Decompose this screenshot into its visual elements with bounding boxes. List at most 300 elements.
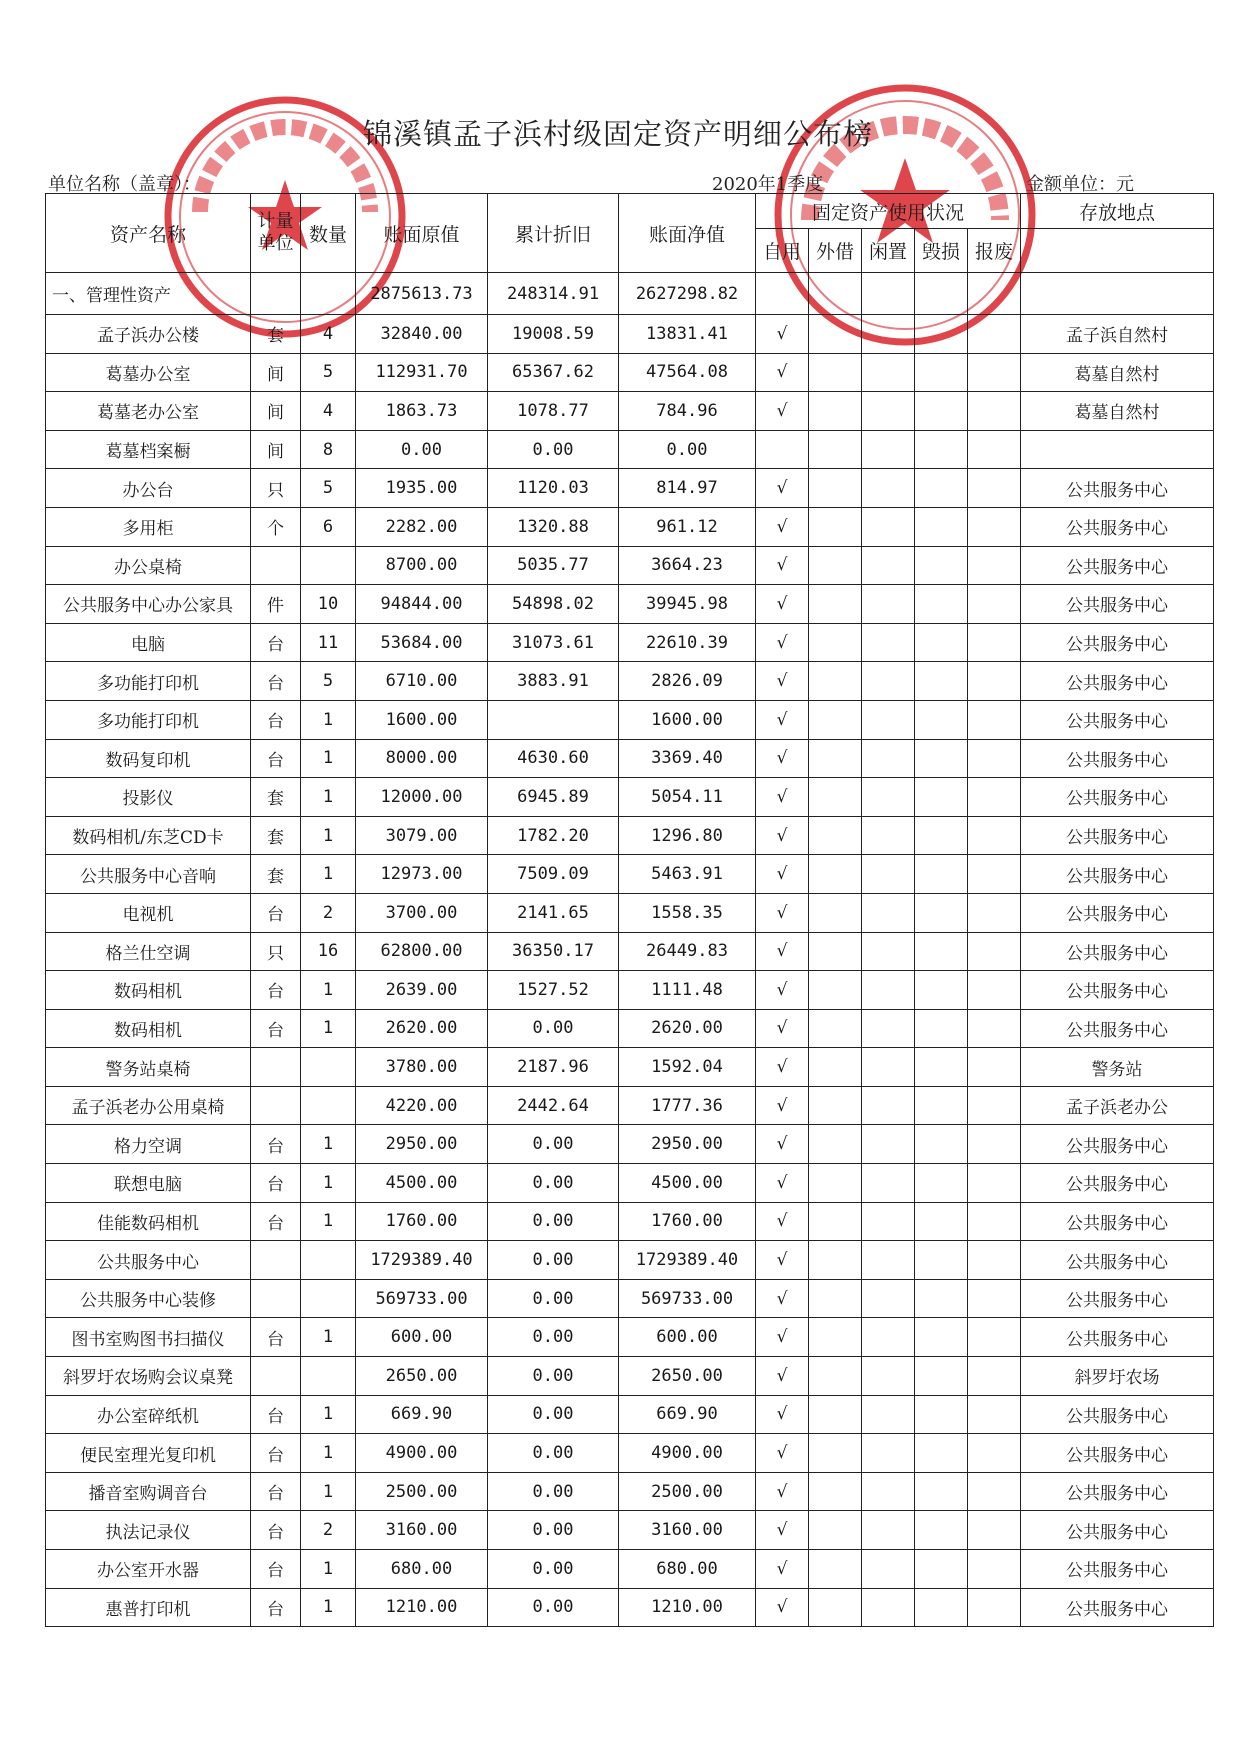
cell-location: 葛墓自然村 — [1021, 392, 1214, 431]
cell-damaged-mark — [915, 1202, 968, 1241]
col-net-value: 账面净值 — [619, 194, 756, 273]
cell-self-use-mark: √ — [756, 1164, 809, 1203]
cell-qty: 11 — [301, 623, 356, 662]
cell-lent-mark — [809, 778, 862, 817]
cell-location: 公共服务中心 — [1021, 507, 1214, 546]
cell-original-value: 4500.00 — [356, 1164, 488, 1203]
cell-damaged-mark — [915, 778, 968, 817]
cell-qty — [301, 1086, 356, 1125]
cell-location: 公共服务中心 — [1021, 546, 1214, 585]
table-row — [46, 1588, 1214, 1627]
cell-original-value: 2650.00 — [356, 1357, 488, 1396]
cell-idle-mark — [862, 315, 915, 354]
cell-original-value: 3780.00 — [356, 1048, 488, 1087]
cell-depreciation — [488, 700, 619, 739]
cell-scrapped-mark — [968, 1434, 1021, 1473]
cell-net-value: 47564.08 — [619, 353, 756, 392]
cell-damaged-mark — [915, 1434, 968, 1473]
cell-location: 公共服务中心 — [1021, 855, 1214, 894]
cell-self-use-mark: √ — [756, 816, 809, 855]
cell-asset-name: 数码相机/东芝CD卡 — [46, 816, 251, 855]
cell-damaged-mark — [915, 507, 968, 546]
cell-scrapped-mark — [968, 893, 1021, 932]
cell-depreciation: 2187.96 — [488, 1048, 619, 1087]
table-row — [46, 392, 1214, 431]
cell-scrapped-mark — [968, 1279, 1021, 1318]
cell-idle-mark — [862, 971, 915, 1010]
cell-qty: 1 — [301, 700, 356, 739]
cell-original-value: 2620.00 — [356, 1009, 488, 1048]
cell-lent-mark — [809, 1511, 862, 1550]
cell-qty: 1 — [301, 739, 356, 778]
cell-net-value: 569733.00 — [619, 1279, 756, 1318]
cell-qty: 1 — [301, 1472, 356, 1511]
cell-unit — [251, 1279, 301, 1318]
cell-asset-name: 多功能打印机 — [46, 700, 251, 739]
table-row — [46, 662, 1214, 701]
cell-unit: 套 — [251, 816, 301, 855]
cell-original-value: 1729389.40 — [356, 1241, 488, 1280]
cell-qty: 1 — [301, 1164, 356, 1203]
cell-asset-name: 执法记录仪 — [46, 1511, 251, 1550]
cell-location: 公共服务中心 — [1021, 893, 1214, 932]
cell-asset-name: 孟子浜老办公用桌椅 — [46, 1086, 251, 1125]
cell-self-use-mark: √ — [756, 1318, 809, 1357]
cell-lent-mark — [809, 932, 862, 971]
cell-original-value: 3079.00 — [356, 816, 488, 855]
cell-idle-mark — [862, 1395, 915, 1434]
cell-damaged-mark — [915, 353, 968, 392]
cell-depreciation: 0.00 — [488, 1588, 619, 1627]
cell-depreciation: 31073.61 — [488, 623, 619, 662]
cell-qty: 1 — [301, 971, 356, 1010]
cell-net-value: 1592.04 — [619, 1048, 756, 1087]
cell-scrapped-mark — [968, 315, 1021, 354]
cell-self-use-mark: √ — [756, 585, 809, 624]
cell-unit: 套 — [251, 315, 301, 354]
cell-depreciation: 6945.89 — [488, 778, 619, 817]
cell-lent-mark — [809, 585, 862, 624]
cell-unit: 台 — [251, 739, 301, 778]
table-row — [46, 893, 1214, 932]
cell-location: 公共服务中心 — [1021, 1164, 1214, 1203]
cell-self-use-mark: √ — [756, 392, 809, 431]
cell-asset-name: 图书室购图书扫描仪 — [46, 1318, 251, 1357]
cell-location: 公共服务中心 — [1021, 971, 1214, 1010]
cell-self-use-mark: √ — [756, 1434, 809, 1473]
cell-unit — [251, 1357, 301, 1396]
cell-self-use-mark: √ — [756, 1086, 809, 1125]
cell-asset-name: 格兰仕空调 — [46, 932, 251, 971]
table-row — [46, 778, 1214, 817]
cell-scrapped-mark — [968, 585, 1021, 624]
cell-asset-name: 多用柜 — [46, 507, 251, 546]
cell-idle-mark — [862, 1279, 915, 1318]
cell-net-value: 13831.41 — [619, 315, 756, 354]
cell-idle-mark — [862, 739, 915, 778]
cell-self-use-mark: √ — [756, 315, 809, 354]
cell-original-value: 8700.00 — [356, 546, 488, 585]
cell-unit: 台 — [251, 1395, 301, 1434]
col-unit: 计量单位 — [251, 194, 301, 273]
cell-unit: 件 — [251, 585, 301, 624]
table-row — [46, 430, 1214, 469]
cell-damaged-mark — [915, 700, 968, 739]
cell-net-value: 3160.00 — [619, 1511, 756, 1550]
table-row — [46, 1472, 1214, 1511]
cell-damaged-mark — [915, 1241, 968, 1280]
cell-lent-mark — [809, 1318, 862, 1357]
cell-location: 公共服务中心 — [1021, 1472, 1214, 1511]
cell-original-value: 12000.00 — [356, 778, 488, 817]
cell-damaged-mark — [915, 1125, 968, 1164]
cell-damaged-mark — [915, 932, 968, 971]
cell-idle-mark — [862, 392, 915, 431]
cell-scrapped-mark — [968, 1164, 1021, 1203]
cell-asset-name: 警务站桌椅 — [46, 1048, 251, 1087]
cell-idle-mark — [862, 1550, 915, 1589]
cell-depreciation: 3883.91 — [488, 662, 619, 701]
cell-original-value: 0.00 — [356, 430, 488, 469]
cell-qty: 1 — [301, 1395, 356, 1434]
cell-qty: 5 — [301, 353, 356, 392]
cell-location: 公共服务中心 — [1021, 1588, 1214, 1627]
cell-self-use-mark — [756, 430, 809, 469]
cell-lent-mark — [809, 1395, 862, 1434]
summary-depreciation: 248314.91 — [488, 273, 619, 315]
cell-depreciation: 19008.59 — [488, 315, 619, 354]
summary-name: 一、管理性资产 — [46, 273, 251, 315]
cell-scrapped-mark — [968, 1009, 1021, 1048]
table-row — [46, 1125, 1214, 1164]
cell-location: 公共服务中心 — [1021, 1434, 1214, 1473]
cell-unit — [251, 1048, 301, 1087]
cell-location: 公共服务中心 — [1021, 623, 1214, 662]
cell-qty: 1 — [301, 855, 356, 894]
cell-unit: 台 — [251, 1009, 301, 1048]
cell-net-value: 1296.80 — [619, 816, 756, 855]
cell-original-value: 1863.73 — [356, 392, 488, 431]
cell-unit — [251, 546, 301, 585]
cell-qty — [301, 1241, 356, 1280]
cell-lent-mark — [809, 1009, 862, 1048]
cell-self-use-mark: √ — [756, 1588, 809, 1627]
cell-qty: 1 — [301, 816, 356, 855]
cell-unit: 台 — [251, 1434, 301, 1473]
cell-lent-mark — [809, 662, 862, 701]
cell-unit — [251, 1241, 301, 1280]
table-row — [46, 1009, 1214, 1048]
cell-original-value: 600.00 — [356, 1318, 488, 1357]
cell-net-value: 39945.98 — [619, 585, 756, 624]
cell-idle-mark — [862, 1357, 915, 1396]
cell-depreciation: 0.00 — [488, 1550, 619, 1589]
cell-self-use-mark: √ — [756, 739, 809, 778]
cell-net-value: 814.97 — [619, 469, 756, 508]
cell-unit: 间 — [251, 430, 301, 469]
cell-depreciation: 1320.88 — [488, 507, 619, 546]
table-row — [46, 315, 1214, 354]
cell-scrapped-mark — [968, 353, 1021, 392]
page-title: 锦溪镇孟子浜村级固定资产明细公布榜 — [362, 117, 873, 151]
cell-idle-mark — [862, 700, 915, 739]
cell-idle-mark — [862, 778, 915, 817]
cell-lent-mark — [809, 1202, 862, 1241]
cell-idle-mark — [862, 1009, 915, 1048]
cell-unit: 台 — [251, 1588, 301, 1627]
cell-asset-name: 电脑 — [46, 623, 251, 662]
cell-damaged-mark — [915, 1048, 968, 1087]
cell-scrapped-mark — [968, 1318, 1021, 1357]
cell-depreciation: 0.00 — [488, 1009, 619, 1048]
cell-scrapped-mark — [968, 739, 1021, 778]
cell-asset-name: 公共服务中心装修 — [46, 1279, 251, 1318]
cell-original-value: 4900.00 — [356, 1434, 488, 1473]
cell-lent-mark — [809, 315, 862, 354]
cell-original-value: 32840.00 — [356, 315, 488, 354]
cell-lent-mark — [809, 430, 862, 469]
cell-lent-mark — [809, 1086, 862, 1125]
cell-lent-mark — [809, 392, 862, 431]
cell-scrapped-mark — [968, 392, 1021, 431]
cell-qty: 8 — [301, 430, 356, 469]
cell-damaged-mark — [915, 1395, 968, 1434]
cell-idle-mark — [862, 1086, 915, 1125]
cell-scrapped-mark — [968, 546, 1021, 585]
cell-location: 公共服务中心 — [1021, 1279, 1214, 1318]
cell-original-value: 2500.00 — [356, 1472, 488, 1511]
cell-asset-name: 电视机 — [46, 893, 251, 932]
cell-damaged-mark — [915, 469, 968, 508]
cell-idle-mark — [862, 507, 915, 546]
cell-self-use-mark: √ — [756, 1009, 809, 1048]
col-status-damaged: 毁损 — [915, 229, 968, 273]
cell-unit: 台 — [251, 623, 301, 662]
cell-idle-mark — [862, 1125, 915, 1164]
cell-idle-mark — [862, 893, 915, 932]
cell-unit: 间 — [251, 392, 301, 431]
cell-location: 公共服务中心 — [1021, 585, 1214, 624]
cell-scrapped-mark — [968, 1202, 1021, 1241]
table-row — [46, 469, 1214, 508]
cell-depreciation: 0.00 — [488, 1357, 619, 1396]
cell-net-value: 1760.00 — [619, 1202, 756, 1241]
cell-asset-name: 办公室开水器 — [46, 1550, 251, 1589]
cell-asset-name: 便民室理光复印机 — [46, 1434, 251, 1473]
cell-unit: 台 — [251, 1125, 301, 1164]
cell-idle-mark — [862, 1241, 915, 1280]
cell-qty: 16 — [301, 932, 356, 971]
cell-original-value: 62800.00 — [356, 932, 488, 971]
cell-unit: 台 — [251, 971, 301, 1010]
cell-idle-mark — [862, 1511, 915, 1550]
cell-original-value: 569733.00 — [356, 1279, 488, 1318]
cell-original-value: 2950.00 — [356, 1125, 488, 1164]
cell-unit: 台 — [251, 1550, 301, 1589]
cell-self-use-mark: √ — [756, 353, 809, 392]
cell-original-value: 1760.00 — [356, 1202, 488, 1241]
cell-self-use-mark: √ — [756, 855, 809, 894]
cell-original-value: 6710.00 — [356, 662, 488, 701]
cell-net-value: 0.00 — [619, 430, 756, 469]
cell-scrapped-mark — [968, 1125, 1021, 1164]
cell-depreciation: 1782.20 — [488, 816, 619, 855]
table-row — [46, 1357, 1214, 1396]
cell-location: 葛墓自然村 — [1021, 353, 1214, 392]
cell-self-use-mark: √ — [756, 469, 809, 508]
cell-net-value: 1111.48 — [619, 971, 756, 1010]
cell-scrapped-mark — [968, 430, 1021, 469]
col-accumulated-depreciation: 累计折旧 — [488, 194, 619, 273]
cell-net-value: 1729389.40 — [619, 1241, 756, 1280]
cell-lent-mark — [809, 546, 862, 585]
cell-damaged-mark — [915, 315, 968, 354]
cell-location: 孟子浜自然村 — [1021, 315, 1214, 354]
cell-location: 公共服务中心 — [1021, 816, 1214, 855]
cell-net-value: 3369.40 — [619, 739, 756, 778]
cell-idle-mark — [862, 1202, 915, 1241]
cell-unit — [251, 1086, 301, 1125]
cell-net-value: 961.12 — [619, 507, 756, 546]
cell-location: 孟子浜老办公 — [1021, 1086, 1214, 1125]
cell-qty: 1 — [301, 1125, 356, 1164]
cell-net-value: 26449.83 — [619, 932, 756, 971]
cell-damaged-mark — [915, 662, 968, 701]
cell-unit: 台 — [251, 662, 301, 701]
table-row — [46, 855, 1214, 894]
table-row — [46, 546, 1214, 585]
cell-depreciation: 4630.60 — [488, 739, 619, 778]
table-row — [46, 507, 1214, 546]
cell-self-use-mark: √ — [756, 546, 809, 585]
cell-location — [1021, 430, 1214, 469]
cell-depreciation: 0.00 — [488, 1395, 619, 1434]
cell-self-use-mark: √ — [756, 623, 809, 662]
cell-scrapped-mark — [968, 1395, 1021, 1434]
cell-asset-name: 葛墓老办公室 — [46, 392, 251, 431]
table-row — [46, 739, 1214, 778]
cell-damaged-mark — [915, 1009, 968, 1048]
cell-damaged-mark — [915, 430, 968, 469]
cell-unit: 套 — [251, 778, 301, 817]
cell-self-use-mark: √ — [756, 700, 809, 739]
cell-qty: 5 — [301, 662, 356, 701]
cell-net-value: 1600.00 — [619, 700, 756, 739]
cell-depreciation: 0.00 — [488, 1164, 619, 1203]
cell-idle-mark — [862, 585, 915, 624]
cell-scrapped-mark — [968, 1241, 1021, 1280]
cell-unit: 台 — [251, 1511, 301, 1550]
cell-self-use-mark: √ — [756, 1279, 809, 1318]
cell-unit: 只 — [251, 932, 301, 971]
cell-asset-name: 格力空调 — [46, 1125, 251, 1164]
table-row — [46, 1395, 1214, 1434]
cell-self-use-mark: √ — [756, 1202, 809, 1241]
cell-idle-mark — [862, 1164, 915, 1203]
cell-original-value: 1935.00 — [356, 469, 488, 508]
table-row — [46, 700, 1214, 739]
cell-qty: 1 — [301, 1009, 356, 1048]
col-status-self-use: 自用 — [756, 229, 809, 273]
cell-unit: 台 — [251, 1202, 301, 1241]
unit-name-label: 单位名称（盖章）： — [48, 174, 201, 195]
cell-self-use-mark: √ — [756, 1395, 809, 1434]
cell-qty: 5 — [301, 469, 356, 508]
cell-net-value: 1777.36 — [619, 1086, 756, 1125]
cell-lent-mark — [809, 1550, 862, 1589]
cell-original-value: 2639.00 — [356, 971, 488, 1010]
cell-original-value: 4220.00 — [356, 1086, 488, 1125]
cell-idle-mark — [862, 1588, 915, 1627]
cell-unit: 套 — [251, 855, 301, 894]
cell-net-value: 22610.39 — [619, 623, 756, 662]
cell-scrapped-mark — [968, 623, 1021, 662]
cell-depreciation: 0.00 — [488, 1318, 619, 1357]
cell-damaged-mark — [915, 546, 968, 585]
cell-damaged-mark — [915, 1164, 968, 1203]
cell-lent-mark — [809, 700, 862, 739]
table-row — [46, 971, 1214, 1010]
cell-qty: 4 — [301, 315, 356, 354]
cell-lent-mark — [809, 1241, 862, 1280]
cell-original-value: 2282.00 — [356, 507, 488, 546]
cell-asset-name: 办公台 — [46, 469, 251, 508]
cell-location: 斜罗圩农场 — [1021, 1357, 1214, 1396]
cell-location: 公共服务中心 — [1021, 932, 1214, 971]
cell-depreciation: 0.00 — [488, 1472, 619, 1511]
cell-net-value: 2620.00 — [619, 1009, 756, 1048]
cell-location: 公共服务中心 — [1021, 469, 1214, 508]
cell-damaged-mark — [915, 739, 968, 778]
cell-original-value: 112931.70 — [356, 353, 488, 392]
col-location: 存放地点 — [1021, 194, 1214, 229]
period-label: 2020年1季度 — [712, 174, 824, 195]
cell-damaged-mark — [915, 392, 968, 431]
cell-original-value: 1210.00 — [356, 1588, 488, 1627]
cell-idle-mark — [862, 816, 915, 855]
cell-lent-mark — [809, 971, 862, 1010]
cell-asset-name: 办公室碎纸机 — [46, 1395, 251, 1434]
cell-lent-mark — [809, 1588, 862, 1627]
cell-asset-name: 葛墓办公室 — [46, 353, 251, 392]
cell-unit: 个 — [251, 507, 301, 546]
cell-original-value: 680.00 — [356, 1550, 488, 1589]
cell-qty — [301, 1279, 356, 1318]
cell-self-use-mark: √ — [756, 1472, 809, 1511]
cell-net-value: 5463.91 — [619, 855, 756, 894]
cell-damaged-mark — [915, 1472, 968, 1511]
cell-qty — [301, 546, 356, 585]
cell-idle-mark — [862, 1048, 915, 1087]
table-row — [46, 816, 1214, 855]
cell-location: 公共服务中心 — [1021, 1125, 1214, 1164]
cell-self-use-mark: √ — [756, 893, 809, 932]
cell-lent-mark — [809, 1164, 862, 1203]
table-row — [46, 585, 1214, 624]
cell-qty: 1 — [301, 1588, 356, 1627]
cell-self-use-mark: √ — [756, 932, 809, 971]
cell-net-value: 680.00 — [619, 1550, 756, 1589]
cell-scrapped-mark — [968, 1511, 1021, 1550]
col-original-value: 账面原值 — [356, 194, 488, 273]
cell-asset-name: 数码相机 — [46, 971, 251, 1010]
cell-asset-name: 孟子浜办公楼 — [46, 315, 251, 354]
cell-location: 公共服务中心 — [1021, 662, 1214, 701]
cell-lent-mark — [809, 1048, 862, 1087]
summary-row — [46, 273, 1214, 315]
cell-unit: 台 — [251, 700, 301, 739]
cell-qty: 2 — [301, 1511, 356, 1550]
